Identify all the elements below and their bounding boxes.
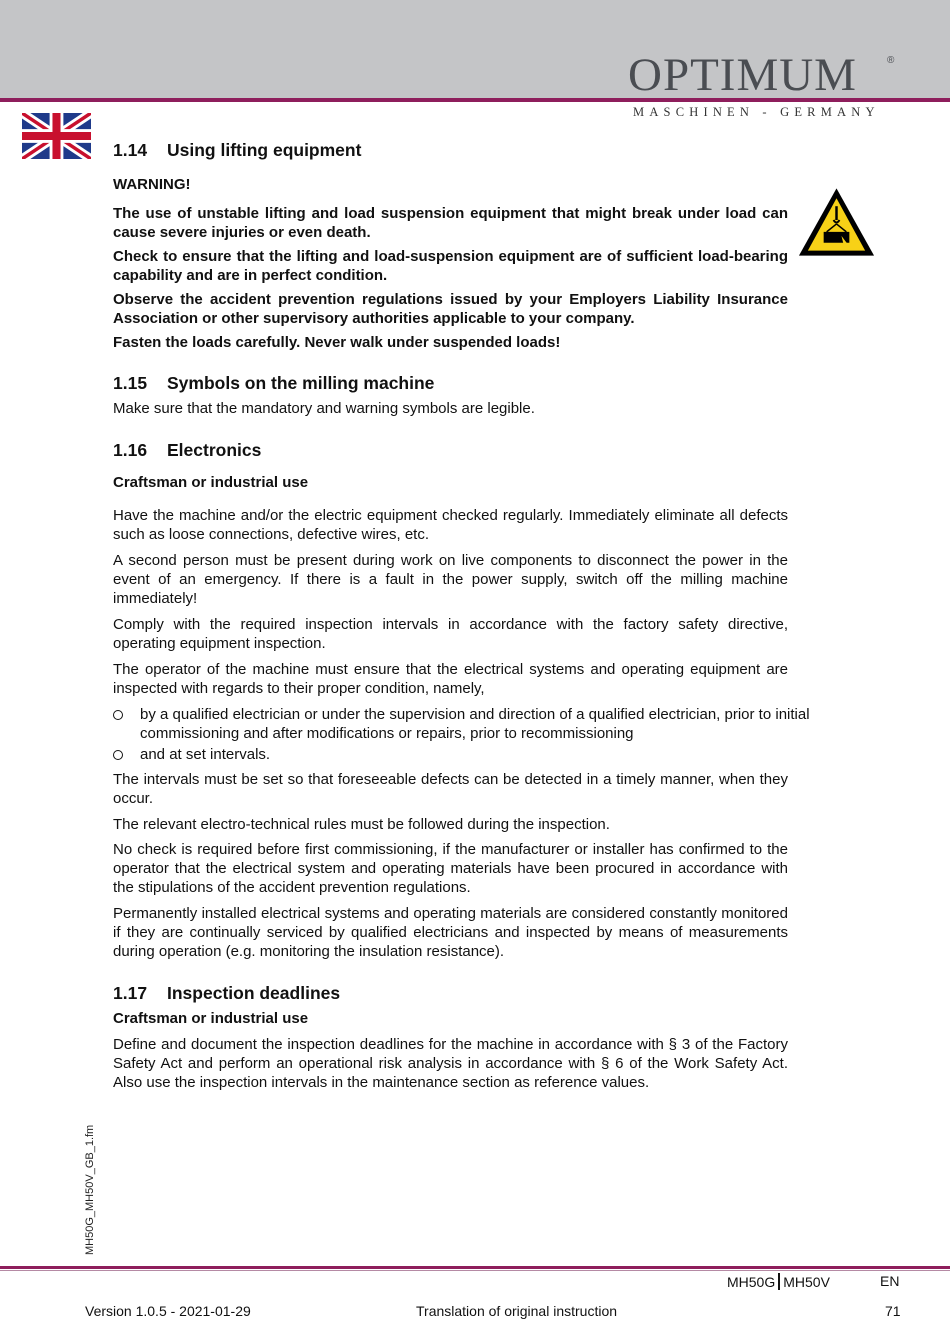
page-number: 71 [885, 1303, 901, 1319]
body-paragraph: Comply with the required inspection intervals in accordance with the factory safety directive, operating equipment inspection. [113, 616, 788, 652]
footer-translation-note: Translation of original instruction [416, 1303, 618, 1319]
body-paragraph: Permanently installed electrical systems and operating materials are considered constantly monitored if they are continually serviced by qualified electricians and inspected by means of measurements during operation (e.g. monitoring the insulation resistance). [113, 905, 788, 960]
uk-flag-icon [22, 113, 91, 159]
main-content [113, 138, 810, 1092]
warning-label: WARNING! [113, 176, 191, 193]
list-item [113, 705, 873, 743]
section-1-15-heading [113, 371, 788, 395]
footer-rule-thin [0, 1270, 950, 1271]
section-title: Inspection deadlines [167, 983, 341, 1003]
footer-language: EN [880, 1273, 900, 1289]
list-item-text: by a qualified electrician or under the supervision and direction of a qualified electrician, prior to initial commissioning and after modifications or repairs, prior to recommissioning [140, 706, 810, 742]
section-title: Using lifting equipment [167, 140, 362, 160]
model-separator [778, 1273, 780, 1290]
list-item [113, 745, 873, 764]
model-a: MH50G [727, 1274, 776, 1290]
section-1-16-heading [113, 438, 788, 462]
section-number: 1.16 [113, 440, 148, 460]
section-title: Symbols on the milling machine [167, 373, 435, 393]
footer-model [727, 1273, 830, 1290]
model-b: MH50V [783, 1274, 830, 1290]
subsection-heading: Craftsman or industrial use [113, 474, 309, 491]
body-paragraph: Make sure that the mandatory and warning symbols are legible. [113, 400, 535, 417]
body-paragraph: The intervals must be set so that foreseeable defects can be detected in a timely manner, when they occur. [113, 771, 788, 807]
section-number: 1.14 [113, 140, 148, 160]
side-filename: MH50G_MH50V_GB_1.fm [84, 1124, 96, 1255]
body-paragraph: No check is required before first commissioning, if the manufacturer or installer has confirmed to the operator that the electrical system and operating materials have been procured in accordance with the stipulations of the accident prevention regulations. [113, 841, 788, 896]
body-paragraph: The operator of the machine must ensure that the electrical systems and operating equipment are inspected with regards to their proper condition, namely, [113, 661, 788, 697]
section-1-17-heading [113, 981, 788, 1005]
section-number: 1.15 [113, 373, 148, 393]
bullet-icon [113, 750, 123, 760]
footer-version: Version 1.0.5 - 2021-01-29 [85, 1303, 251, 1319]
body-paragraph: Define and document the inspection deadlines for the machine in accordance with § 3 of the Factory Safety Act and perform an operational risk analysis in accordance with § 6 of the Work Safety Act. Also use the inspection intervals in the maintenance section as reference values. [113, 1036, 788, 1091]
bullet-icon [113, 710, 123, 720]
warning-paragraph: Check to ensure that the lifting and load-suspension equipment are of sufficient load-bearing capability and are in perfect condition. [113, 248, 788, 284]
suspended-load-warning-icon [797, 186, 876, 258]
footer-rule [0, 1266, 950, 1269]
body-paragraph: Have the machine and/or the electric equipment checked regularly. Immediately eliminate all defects such as loose connections, defective wires, etc. [113, 507, 788, 543]
body-paragraph: The relevant electro-technical rules must be followed during the inspection. [113, 816, 610, 833]
body-paragraph: A second person must be present during work on live components to disconnect the power in the event of an emergency. If there is a fault in the power supply, switch off the milling machine immediately! [113, 552, 788, 607]
warning-paragraph: Observe the accident prevention regulations issued by your Employers Liability Insurance Association or other supervisory authorities applicable to your company. [113, 291, 788, 327]
brand-registered-mark: ® [887, 55, 895, 66]
bullet-list [0, 705, 873, 764]
warning-paragraph: Fasten the loads carefully. Never walk under suspended loads! [113, 334, 561, 351]
section-1-14-heading [113, 138, 788, 162]
brand-tagline: MASCHINEN - GERMANY [633, 105, 880, 119]
section-number: 1.17 [113, 983, 148, 1003]
warning-paragraph: The use of unstable lifting and load suspension equipment that might break under load can cause severe injuries or even death. [113, 205, 788, 241]
subsection-heading: Craftsman or industrial use [113, 1010, 309, 1027]
section-title: Electronics [167, 440, 262, 460]
brand-logo: OPTIMUM [628, 49, 857, 101]
list-item-text: and at set intervals. [140, 746, 271, 763]
